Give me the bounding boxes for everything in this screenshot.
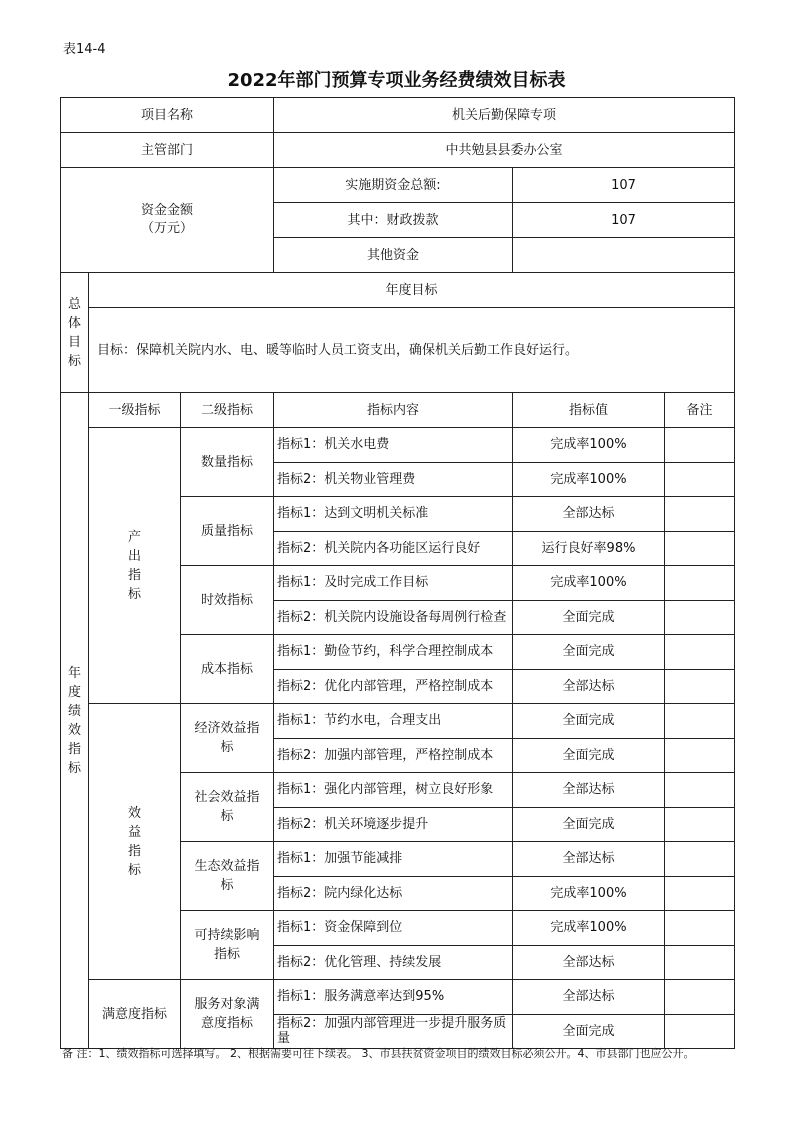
page-title: 2022年部门预算专项业务经费绩效目标表 (227, 70, 566, 91)
indicator-content: 指标2：机关院内设施设备每周例行检查 (274, 600, 513, 635)
level2-indicator: 服务对象满意度指标 (181, 980, 274, 1049)
indicator-remark (665, 704, 735, 739)
indicator-value: 完成率100% (513, 566, 665, 601)
indicator-content: 指标1：及时完成工作目标 (274, 566, 513, 601)
col-remark-header: 备注 (665, 393, 735, 428)
indicator-value: 完成率100% (513, 462, 665, 497)
indicator-remark (665, 738, 735, 773)
indicator-content: 指标1：达到文明机关标准 (274, 497, 513, 532)
indicator-value: 全部达标 (513, 945, 665, 980)
indicator-remark (665, 497, 735, 532)
indicator-row (61, 428, 735, 463)
other-funds-label: 其他资金 (274, 238, 513, 273)
fiscal-funds-label: 其中：财政拨款 (274, 203, 513, 238)
level2-indicator: 质量指标 (181, 497, 274, 566)
indicator-content: 指标1：机关水电费 (274, 428, 513, 463)
level2-indicator: 时效指标 (181, 566, 274, 635)
level1-indicator: 满意度指标 (89, 980, 181, 1049)
indicator-content: 指标2：机关环境逐步提升 (274, 807, 513, 842)
indicator-content: 指标2：优化管理、持续发展 (274, 945, 513, 980)
total-funds-label: 实施期资金总额: (274, 168, 513, 203)
indicator-value: 全面完成 (513, 807, 665, 842)
indicator-content: 指标2：加强内部管理进一步提升服务质量 (274, 1014, 513, 1049)
indicator-remark (665, 600, 735, 635)
fiscal-funds-value: 107 (513, 203, 735, 238)
indicator-value: 完成率100% (513, 428, 665, 463)
col-content-header: 指标内容 (274, 393, 513, 428)
indicator-row (61, 980, 735, 1015)
indicator-row (61, 704, 735, 739)
row-year-goal (61, 308, 735, 393)
year-goal-label: 年度目标 (89, 273, 735, 308)
indicator-remark (665, 945, 735, 980)
indicator-value: 完成率100% (513, 876, 665, 911)
indicator-remark (665, 531, 735, 566)
indicator-remark (665, 807, 735, 842)
row-total-funds (61, 168, 735, 203)
indicator-value: 全部达标 (513, 980, 665, 1015)
indicator-content: 指标1：强化内部管理，树立良好形象 (274, 773, 513, 808)
row-year-goal-header (61, 273, 735, 308)
indicator-value: 运行良好率98% (513, 531, 665, 566)
level2-indicator: 生态效益指标 (181, 842, 274, 911)
col-value-header: 指标值 (513, 393, 665, 428)
indicator-content: 指标2：机关院内各功能区运行良好 (274, 531, 513, 566)
indicator-remark (665, 1014, 735, 1049)
annual-indicator-label: 年度绩效指标 (61, 393, 89, 1049)
indicator-content: 指标1：勤俭节约，科学合理控制成本 (274, 635, 513, 670)
project-name-value: 机关后勤保障专项 (274, 98, 735, 133)
level1-indicator: 产出指标 (89, 428, 181, 704)
total-funds-value: 107 (513, 168, 735, 203)
indicator-remark (665, 669, 735, 704)
indicator-content: 指标2：加强内部管理，严格控制成本 (274, 738, 513, 773)
col-level1-header: 一级指标 (89, 393, 181, 428)
indicator-value: 完成率100% (513, 911, 665, 946)
indicator-remark (665, 635, 735, 670)
indicator-content: 指标1：节约水电，合理支出 (274, 704, 513, 739)
indicator-value: 全部达标 (513, 497, 665, 532)
indicator-remark (665, 911, 735, 946)
level1-indicator: 效益指标 (89, 704, 181, 980)
level2-indicator: 社会效益指标 (181, 773, 274, 842)
table-id: 表14-4 (63, 42, 106, 57)
indicator-value: 全面完成 (513, 600, 665, 635)
dept-label: 主管部门 (61, 133, 274, 168)
indicator-remark (665, 876, 735, 911)
row-project-name (61, 98, 735, 133)
indicator-remark (665, 980, 735, 1015)
other-funds-value (513, 238, 735, 273)
indicator-content: 指标1：资金保障到位 (274, 911, 513, 946)
col-level2-header: 二级指标 (181, 393, 274, 428)
indicator-remark (665, 462, 735, 497)
indicator-content: 指标1：加强节能减排 (274, 842, 513, 877)
indicator-content: 指标1：服务满意率达到95% (274, 980, 513, 1015)
overall-goal-label: 总体目标 (61, 273, 89, 393)
indicator-content: 指标2：机关物业管理费 (274, 462, 513, 497)
level2-indicator: 成本指标 (181, 635, 274, 704)
year-goal-text: 目标：保障机关院内水、电、暖等临时人员工资支出，确保机关后勤工作良好运行。 (89, 308, 735, 393)
performance-table (60, 97, 735, 1049)
row-dept (61, 133, 735, 168)
level2-indicator: 经济效益指标 (181, 704, 274, 773)
funds-label: 资金金额 （万元） (61, 168, 274, 273)
indicator-remark (665, 842, 735, 877)
row-indicator-header (61, 393, 735, 428)
dept-value: 中共勉县县委办公室 (274, 133, 735, 168)
indicator-remark (665, 773, 735, 808)
footnote: 备 注：1、绩效指标可选择填写。 2、根据需要可往下续表。 3、市县扶贫资金项目的绩效目标必须公开。4、市县部门也应公开。 (62, 1047, 695, 1060)
indicator-content: 指标2：优化内部管理，严格控制成本 (274, 669, 513, 704)
indicator-value: 全部达标 (513, 669, 665, 704)
project-name-label: 项目名称 (61, 98, 274, 133)
indicator-value: 全面完成 (513, 704, 665, 739)
indicator-remark (665, 428, 735, 463)
indicator-value: 全面完成 (513, 1014, 665, 1049)
indicator-content: 指标2：院内绿化达标 (274, 876, 513, 911)
level2-indicator: 数量指标 (181, 428, 274, 497)
indicator-remark (665, 566, 735, 601)
indicator-value: 全部达标 (513, 773, 665, 808)
level2-indicator: 可持续影响指标 (181, 911, 274, 980)
indicator-value: 全面完成 (513, 635, 665, 670)
indicator-value: 全部达标 (513, 842, 665, 877)
indicator-value: 全面完成 (513, 738, 665, 773)
